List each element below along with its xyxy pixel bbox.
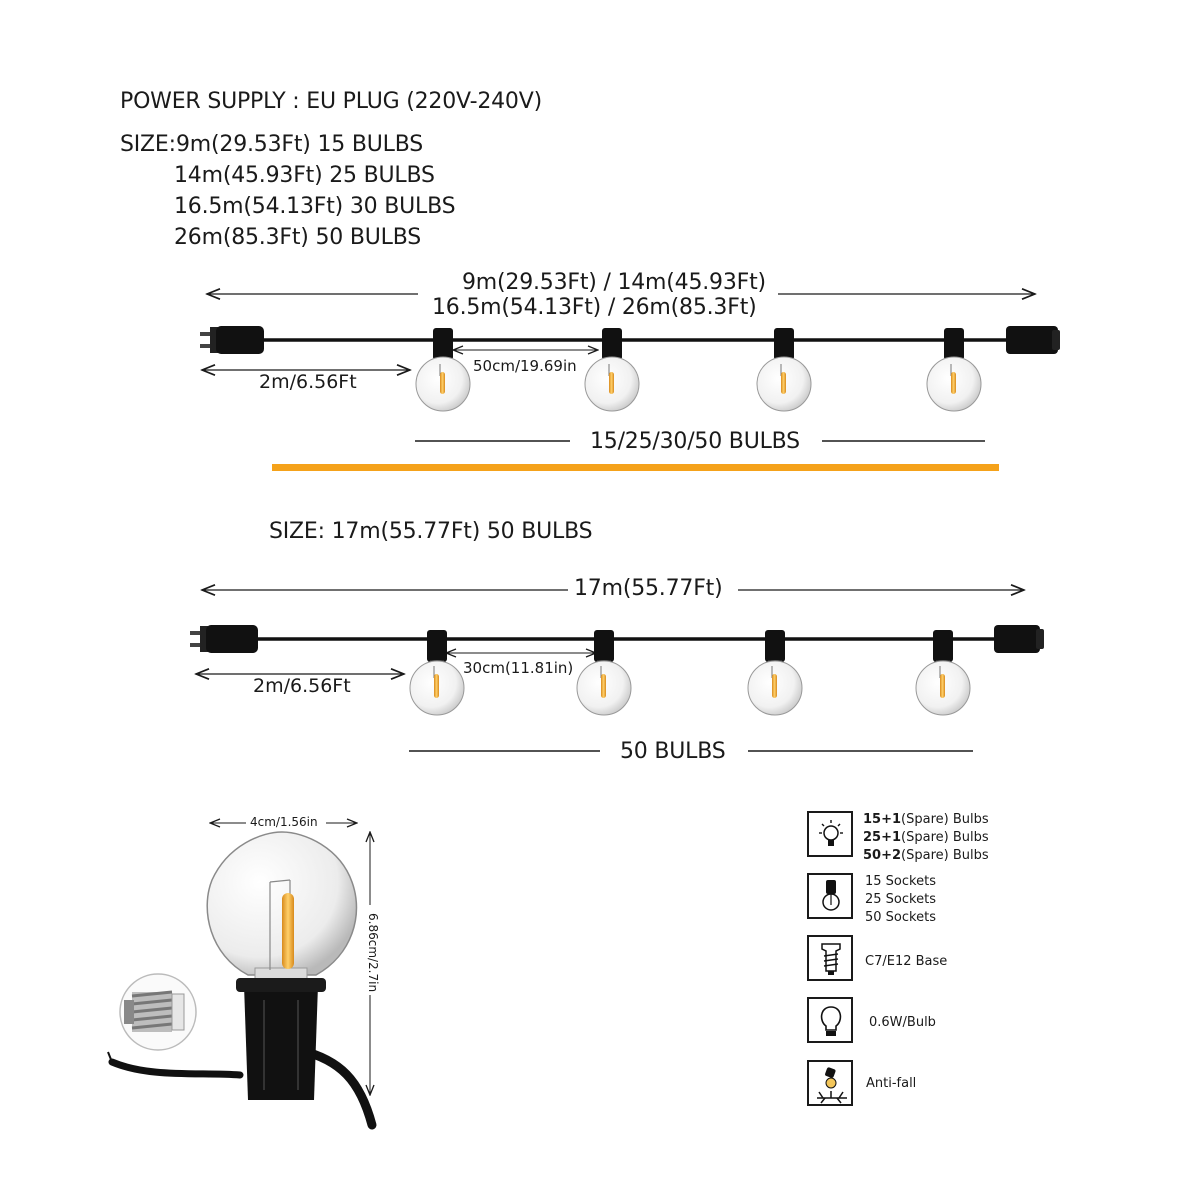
- screw-base-icon: [809, 937, 855, 983]
- bulb-icon: [410, 630, 464, 715]
- feature-line: Anti-fall: [866, 1076, 917, 1091]
- socket: [244, 985, 318, 1100]
- size-line-4: 26m(85.3Ft) 50 BULBS: [174, 225, 421, 250]
- feature-line: 15+1(Spare) Bulbs: [863, 812, 989, 827]
- bulb-count-label: 15/25/30/50 BULBS: [590, 429, 800, 454]
- lead-length-label: 2m/6.56Ft: [259, 371, 357, 393]
- spacing-label: 30cm(11.81in): [463, 659, 574, 677]
- feature-line: 25 Sockets: [865, 892, 936, 907]
- bulb-glow-icon: [809, 813, 855, 859]
- bulb-icon: [748, 630, 802, 715]
- feature-sockets: [807, 873, 853, 919]
- bulb-detail: [108, 823, 372, 1125]
- feature-anti-fall: [807, 1060, 853, 1106]
- spacing-label: 50cm/19.69in: [473, 357, 577, 375]
- size-line-2: 14m(45.93Ft) 25 BULBS: [174, 163, 435, 188]
- feature-base: [807, 935, 853, 981]
- plug-icon: [200, 326, 264, 354]
- lead-length-label: 2m/6.56Ft: [253, 675, 351, 697]
- bulb-height-label: 6.86cm/2.7in: [366, 913, 380, 993]
- feature-line: 50+2(Spare) Bulbs: [863, 848, 989, 863]
- bulb-width-label: 4cm/1.56in: [250, 815, 318, 829]
- size-line-3: 16.5m(54.13Ft) 30 BULBS: [174, 194, 456, 219]
- bulb-glass: [207, 832, 356, 975]
- feature-wattage: [807, 997, 853, 1043]
- socket-icon: [809, 875, 855, 921]
- bulb-icon: [916, 630, 970, 715]
- anti-fall-icon: [809, 1062, 855, 1108]
- plug-icon: [190, 625, 258, 653]
- feature-line: 25+1(Spare) Bulbs: [863, 830, 989, 845]
- end-socket-icon: [1006, 326, 1060, 354]
- feature-line: 50 Sockets: [865, 910, 936, 925]
- orange-divider: [272, 464, 999, 471]
- size-line-1: 9m(29.53Ft) 15 BULBS: [176, 132, 423, 157]
- feature-line: 0.6W/Bulb: [869, 1015, 936, 1030]
- feature-spare-bulbs: [807, 811, 853, 857]
- base-inset: [120, 974, 196, 1050]
- size-label-17m: SIZE: 17m(55.77Ft) 50 BULBS: [269, 519, 593, 544]
- bulb-count-label: 50 BULBS: [620, 739, 726, 764]
- feature-line: C7/E12 Base: [865, 954, 948, 969]
- feature-line: 15 Sockets: [865, 874, 936, 889]
- cable: [112, 1062, 240, 1075]
- diagram2: [190, 590, 1044, 751]
- end-socket-icon: [994, 625, 1044, 653]
- power-supply-label: POWER SUPPLY : EU PLUG (220V-240V): [120, 89, 542, 114]
- length-label-line1: 9m(29.53Ft) / 14m(45.93Ft): [462, 270, 766, 295]
- bulb-icon: [577, 630, 631, 715]
- bulb-outline-icon: [809, 999, 855, 1045]
- length-label-line2: 16.5m(54.13Ft) / 26m(85.3Ft): [432, 295, 757, 320]
- length-label: 17m(55.77Ft): [574, 576, 723, 601]
- filament: [282, 893, 294, 969]
- size-prefix: SIZE:: [120, 132, 176, 157]
